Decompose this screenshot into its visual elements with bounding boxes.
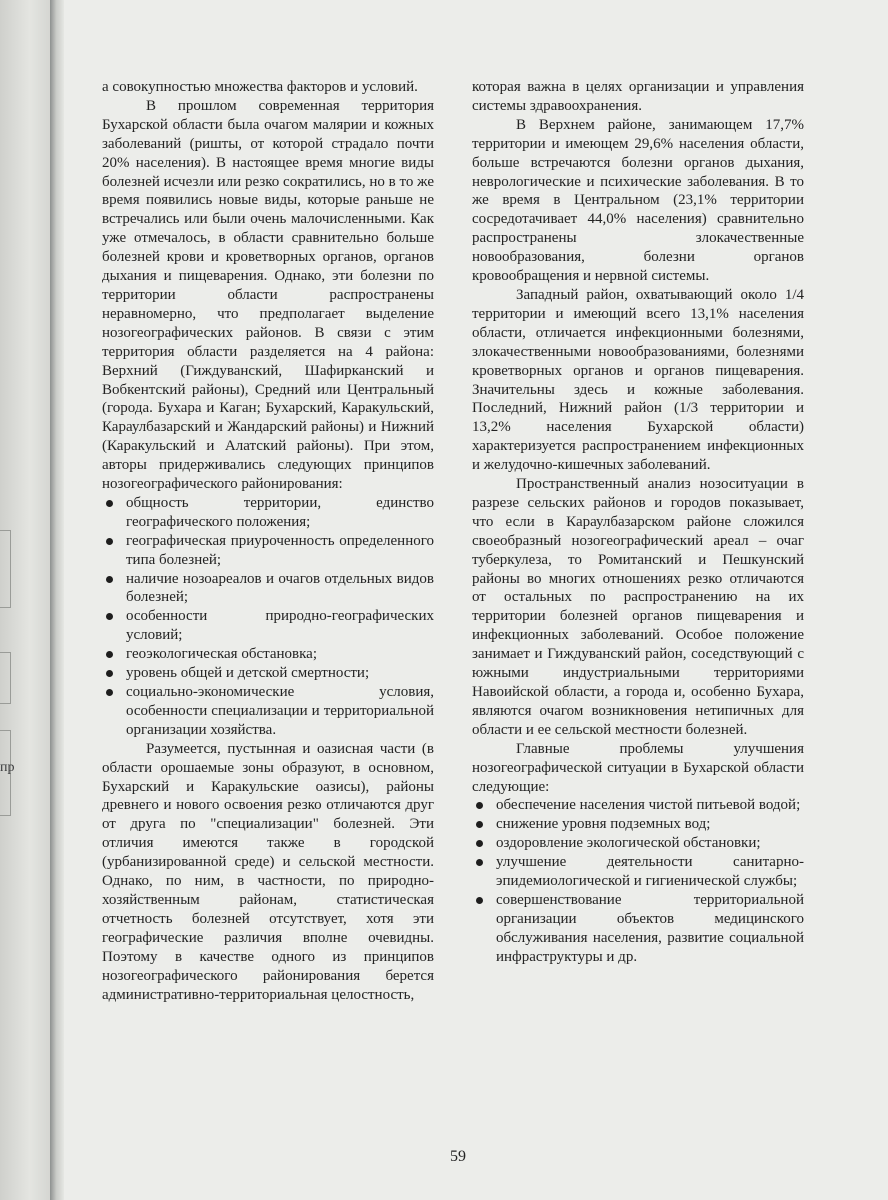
list-item-text: совершенствование территориальной организации объектов медицинского обслуживания населения, развитие социальной инфраструктуры и др. [496, 891, 804, 965]
bullet-icon [106, 613, 113, 620]
list-item [102, 494, 434, 532]
paragraph: В прошлом современная территория Бухарской области была очагом малярии и кожных заболеваний (ришты, от которой страдало почти 20% населения). В настоящее время многие виды болезней исчезли или резко сократились, но в то же время появились новые виды, которые раньше не встречались или были очень малочисленными. Как уже отмечалось, в области сравнительно больше болезней крови и кроветворных органов, органов дыхания и пищеварения. Однако, эти болезни по территории области распространены неравномерно, что предполагает выделение нозогеографических районов. В связи с этим территория области разделяется на 4 района: Верхний (Гиждуванский, Шафирканский и Вобкентский районы), Средний или Центральный (города. Бухара и Каган; Бухарский, Каракульский, Караулбазарский и Жандарский районы) и Нижний (Каракульский и Алатский районы). При этом, авторы придерживались следующих принципов нозогеографического районирования: [102, 97, 434, 493]
list-item-text: обеспечение населения чистой питьевой водой; [496, 797, 801, 814]
list-item-text: оздоровление экологической обстановки; [496, 835, 761, 852]
list-item [472, 815, 804, 834]
book-page [64, 0, 888, 1200]
list-item-text: общность территории, единство географического положения; [126, 494, 434, 530]
list-item-text: геоэкологическая обстановка; [126, 646, 318, 663]
bullet-icon [106, 576, 113, 583]
page-number: 59 [450, 1148, 466, 1165]
previous-page-text-fragment: пр [0, 760, 15, 775]
bullet-icon [476, 859, 483, 866]
bullet-icon [106, 651, 113, 658]
bullet-icon [476, 840, 483, 847]
previous-page-box-fragment [0, 652, 11, 704]
bullet-icon [106, 670, 113, 677]
problems-list [472, 796, 804, 966]
bullet-icon [476, 821, 483, 828]
bullet-icon [476, 897, 483, 904]
left-text-column [102, 78, 434, 1004]
bullet-icon [106, 500, 113, 507]
list-item [472, 891, 804, 967]
list-item-text: наличие нозоареалов и очагов отдельных видов болезней; [126, 570, 434, 606]
principles-list [102, 494, 434, 740]
list-item-text: географическая приуроченность определенного типа болезней; [126, 532, 434, 568]
paragraph: которая важна в целях организации и управления системы здравоохранения. [472, 79, 804, 114]
bullet-icon [106, 538, 113, 545]
bullet-icon [106, 689, 113, 696]
right-text-column [472, 78, 804, 967]
bullet-icon [476, 802, 483, 809]
list-item-text: социально-экономические условия, особенности специализации и территориальной организации хозяйства. [126, 684, 434, 738]
list-item [472, 834, 804, 853]
previous-page-edge [0, 0, 50, 1200]
list-item [102, 664, 434, 683]
paragraph: Разумеется, пустынная и оазисная части (в области орошаемые зоны образуют, в основном, Бухарский и Каракульские оазисы), районы древнего и нового освоения резко отличаются друг от друга по "специализации" болезней. Эти отличия имеются также в городской (урбанизированной среде) и сельской местности. Однако, по ним, в частности, по природно-хозяйственным районам, статистическая отчетность болезней отсутствует, хотя эти географические различия вполне очевидны. Поэтому в качестве одного из принципов нозогеографического районирования берется административно-территориальная целостность, [102, 740, 434, 1003]
list-item [472, 796, 804, 815]
list-item [472, 853, 804, 891]
paragraph: В Верхнем районе, занимающем 17,7% территории и имеющем 29,6% населения области, больше встречаются болезни органов дыхания, неврологические и психические заболевания. В то же время в Центральном (23,1% территории сосредотачивает 44,0% населения) сравнительно распространены злокачественные новообразования, болезни органов кровообращения и нервной системы. [472, 116, 804, 285]
paragraph: Главные проблемы улучшения нозогеографической ситуации в Бухарской области следующие: [472, 740, 804, 795]
list-item-text: улучшение деятельности санитарно-эпидемиологической и гигиенической службы; [496, 854, 804, 890]
list-item [102, 683, 434, 740]
paragraph: а совокупностью множества факторов и условий. [102, 79, 418, 95]
list-item-text: снижение уровня подземных вод; [496, 816, 711, 833]
list-item [102, 607, 434, 645]
list-item-text: уровень общей и детской смертности; [126, 665, 370, 682]
previous-page-box-fragment [0, 530, 11, 608]
paragraph: Западный район, охватывающий около 1/4 территории и имеющий всего 13,1% населения области, отличается инфекционными болезнями, злокачественными новообразованиями, болезнями кроветворных органов и органов пищеварения. Значительны здесь и кожные заболевания. Последний, Нижний район (1/3 территории и 13,2% населения Бухарской области) характеризуется распространением инфекционных и желудочно-кишечных заболеваний. [472, 286, 804, 474]
list-item [102, 532, 434, 570]
book-gutter [50, 0, 64, 1200]
list-item [102, 645, 434, 664]
list-item-text: особенности природно-географических условий; [126, 608, 434, 644]
list-item [102, 570, 434, 608]
paragraph: Пространственный анализ нозоситуации в разрезе сельских районов и городов показывает, что если в Караулбазарском районе сложился своеобразный нозогеографический ареал – очаг туберкулеза, то Ромитанский и Пешкунский районы во многих отношениях резко отличаются от остальных по распространению на их территории болезней органов пищеварения и инфекционных заболеваний. Особое положение занимает и Гиждуванский район, соседствующий с южными индустриальными территориями Навоийской области, а города и, особенно Бухара, являются очагом возникновения нетипичных для области и ее сельской местности болезней. [472, 476, 804, 738]
